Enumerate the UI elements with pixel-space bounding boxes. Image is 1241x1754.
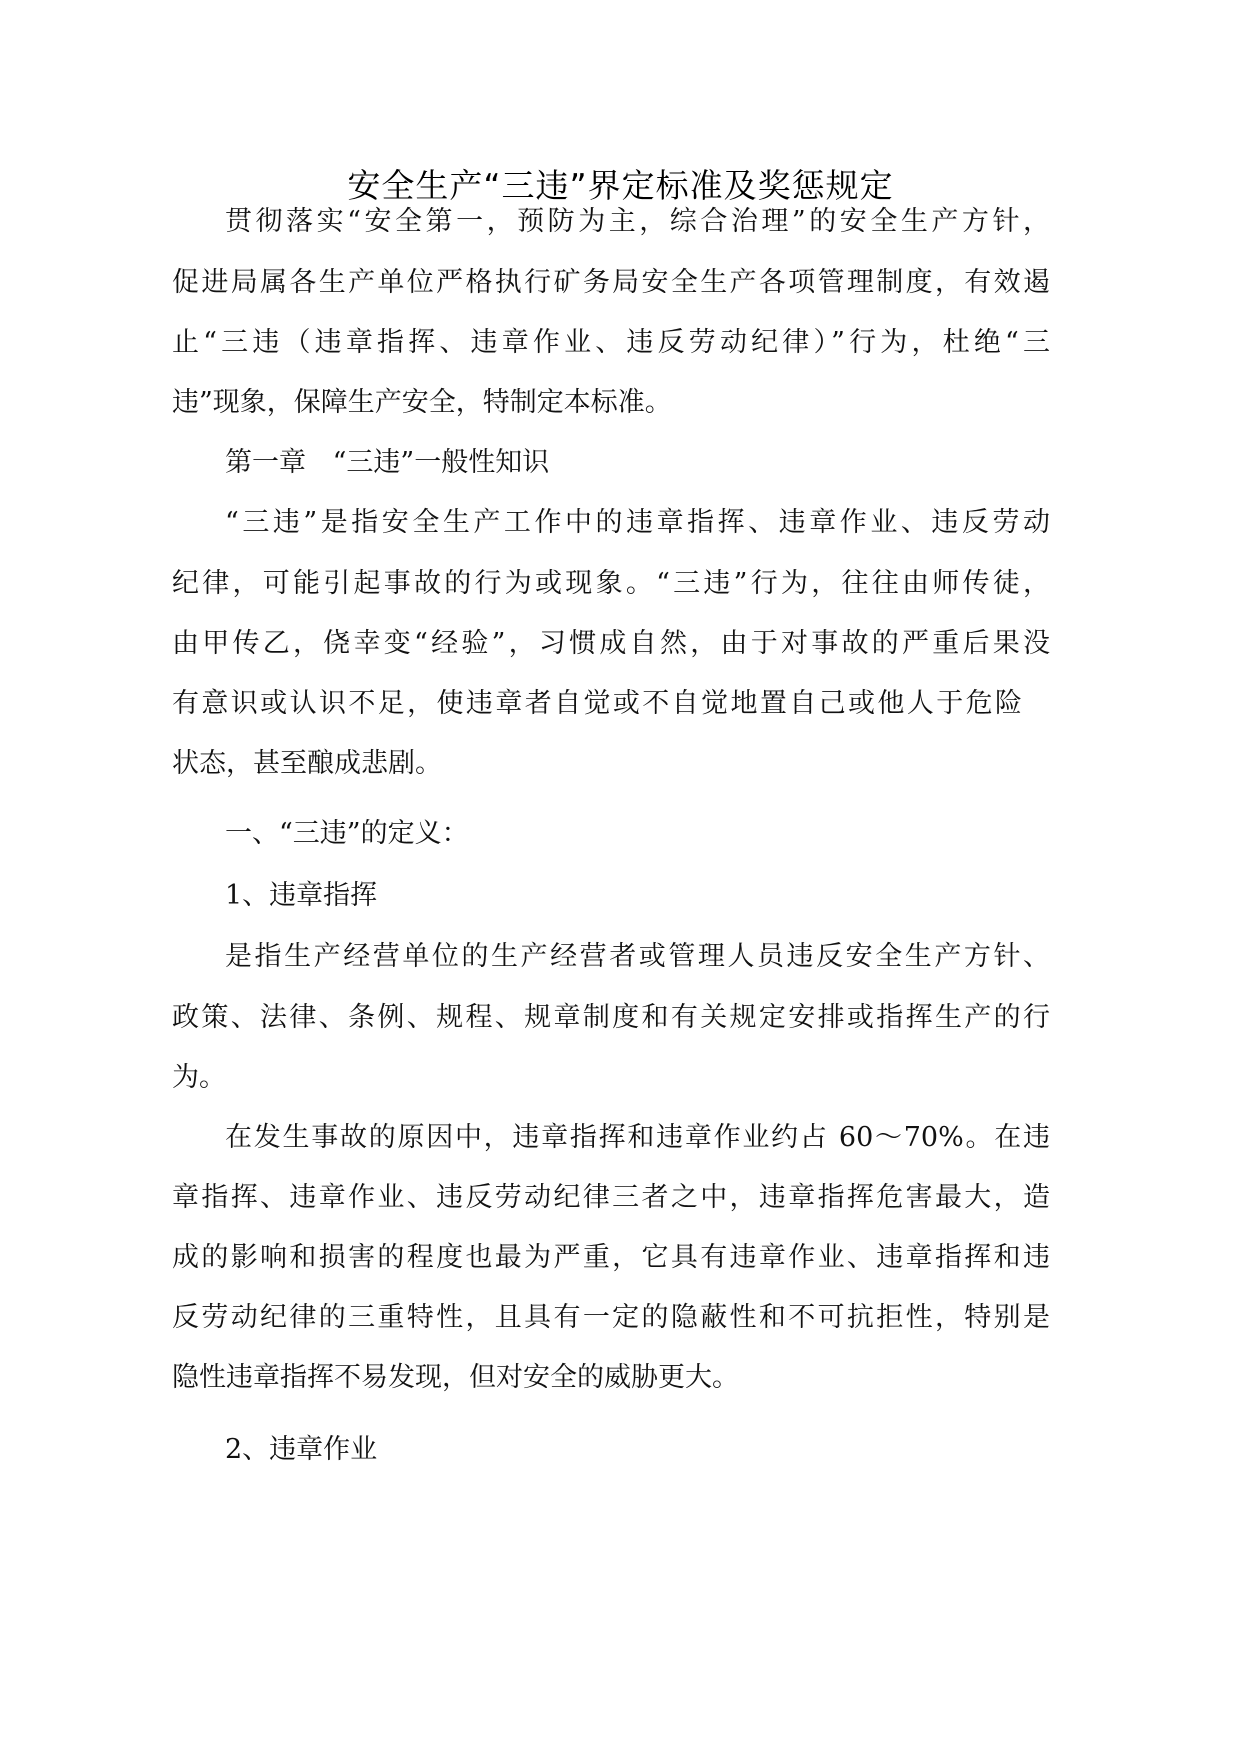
document-title: 安全生产“三违”界定标准及奖惩规定 (347, 166, 894, 205)
paragraph-line: 有意识或认识不足，使违章者自觉或不自觉地置自己或他人于危险 (172, 688, 1022, 719)
paragraph-line: 反劳动纪律的三重特性，且具有一定的隐蔽性和不可抗拒性，特别是 (172, 1302, 1050, 1333)
paragraph-line: “三违”是指安全生产工作中的违章指挥、违章作业、违反劳动 (225, 507, 1050, 538)
paragraph-line: 成的影响和损害的程度也最为严重，它具有违章作业、违章指挥和违 (172, 1242, 1050, 1273)
subsection-heading: 1、违章指挥 (225, 880, 378, 911)
paragraph-line: 章指挥、违章作业、违反劳动纪律三者之中，违章指挥危害最大，造 (172, 1182, 1050, 1213)
paragraph-line: 促进局属各生产单位严格执行矿务局安全生产各项管理制度，有效遏 (172, 267, 1050, 298)
paragraph-line: 是指生产经营单位的生产经营者或管理人员违反安全生产方针、 (225, 941, 1050, 972)
paragraph-line: 在发生事故的原因中，违章指挥和违章作业约占 60～70%。在违 (225, 1122, 1050, 1153)
paragraph-line: 隐性违章指挥不易发现，但对安全的威胁更大。 (172, 1362, 739, 1393)
paragraph-line: 违”现象，保障生产安全，特制定本标准。 (172, 387, 672, 418)
section-heading: 一、“三违”的定义： (225, 818, 469, 849)
paragraph-line: 纪律，可能引起事故的行为或现象。“三违”行为，往往由师传徒， (172, 568, 1050, 599)
chapter-heading: 第一章 “三违”一般性知识 (225, 447, 550, 478)
paragraph-line: 由甲传乙，侥幸变“经验”，习惯成自然，由于对事故的严重后果没 (172, 628, 1050, 659)
paragraph-line: 止“三违（违章指挥、违章作业、违反劳动纪律）”行为，杜绝“三 (172, 327, 1050, 358)
subsection-heading: 2、违章作业 (225, 1434, 378, 1465)
paragraph-line: 为。 (172, 1062, 226, 1093)
paragraph-line: 贯彻落实“安全第一，预防为主，综合治理”的安全生产方针， (225, 206, 1050, 237)
paragraph-line: 政策、法律、条例、规程、规章制度和有关规定安排或指挥生产的行 (172, 1002, 1050, 1033)
paragraph-line: 状态，甚至酿成悲剧。 (172, 748, 442, 779)
